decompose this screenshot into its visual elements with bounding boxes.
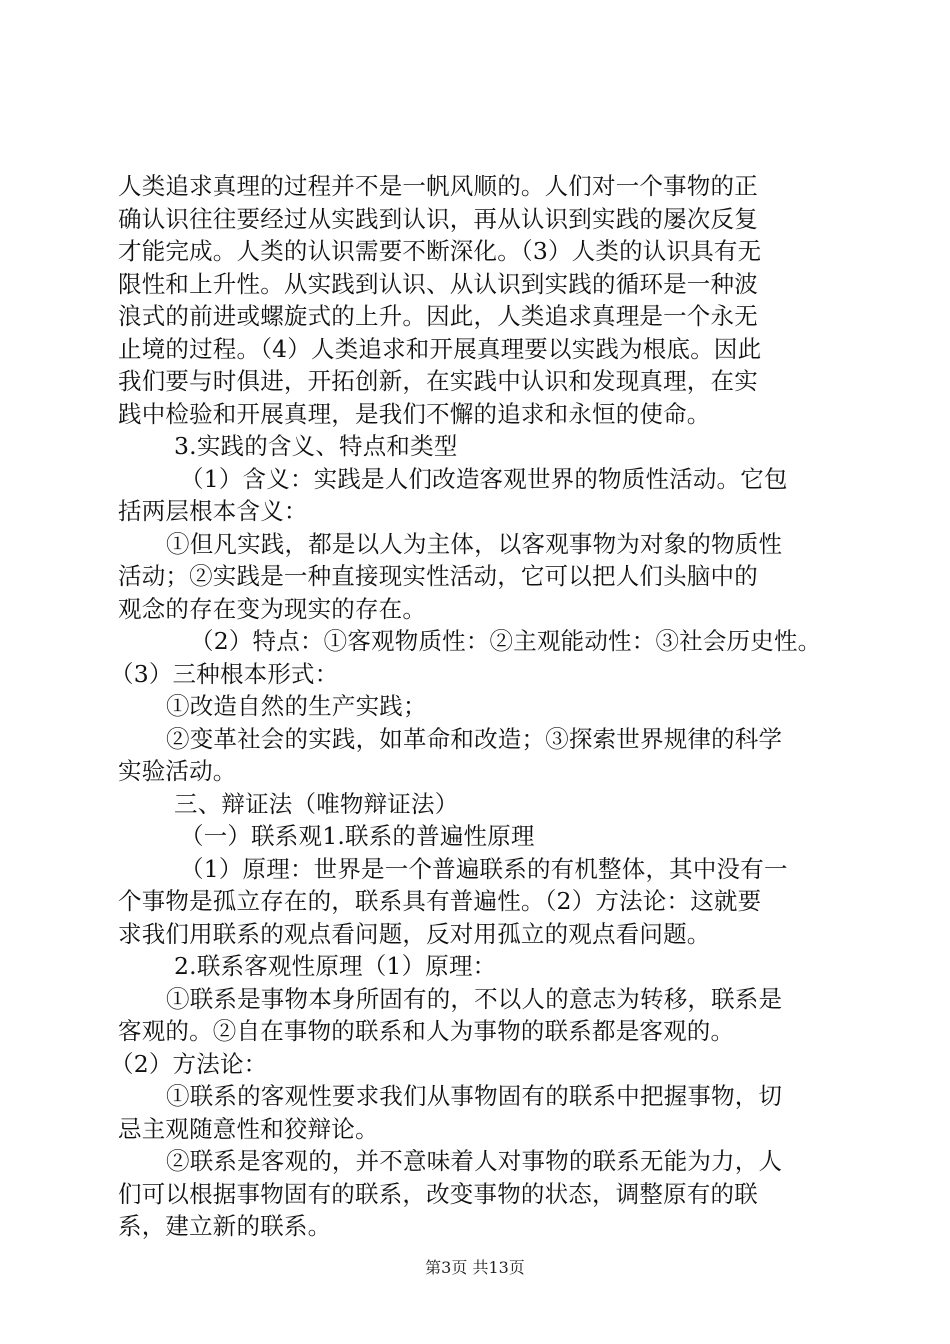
text-line: 止境的过程。（4）人类追求和开展真理要以实践为根底。因此 [118,334,762,363]
text-line: ①联系是事物本身所固有的，不以人的意志为转移，联系是 [166,984,783,1013]
text-line: 求我们用联系的观点看问题，反对用孤立的观点看问题。 [118,919,711,948]
text-line: 观念的存在变为现实的存在。 [118,594,427,623]
text-line: 系，建立新的联系。 [118,1212,332,1240]
text-line: （1）含义：实践是人们改造客观世界的物质性活动。它包 [180,464,788,493]
text-line: 括两层根本含义： [118,497,308,525]
text-line: （2）特点：①客观物质性：②主观能动性：③社会历史性。 [190,627,822,655]
text-line: 活动；②实践是一种直接现实性活动，它可以把人们头脑中的 [118,562,758,590]
text-line: （1）原理：世界是一个普遍联系的有机整体，其中没有一 [180,854,788,883]
text-line: （2）方法论： [110,1049,268,1078]
text-line: 们可以根据事物固有的联系，改变事物的状态，调整原有的联 [118,1179,758,1208]
text-line: ②联系是客观的，并不意味着人对事物的联系无能为力，人 [166,1147,783,1175]
page-number-footer: 第3页 共13页 [425,1258,525,1277]
text-line: ①联系的客观性要求我们从事物固有的联系中把握事物，切 [166,1082,783,1110]
text-line: ①改造自然的生产实践； [166,692,427,720]
text-line: 浪式的前进或螺旋式的上升。因此，人类追求真理是一个永无 [118,302,758,330]
text-line: 实验活动。 [118,757,237,785]
section-heading: 3.实践的含义、特点和类型 [174,432,458,460]
text-line: 践中检验和开展真理，是我们不懈的追求和永恒的使命。 [118,399,711,428]
text-line: ①但凡实践，都是以人为主体，以客观事物为对象的物质性 [166,529,783,558]
text-line: 我们要与时俱进，开拓创新，在实践中认识和发现真理，在实 [118,367,758,395]
text-line: 人类追求真理的过程并不是一帆风顺的。人们对一个事物的正 [118,172,758,200]
subsection-heading: （一）联系观1.联系的普遍性原理 [180,822,535,850]
text-line: 个事物是孤立存在的，联系具有普遍性。（2）方法论：这就要 [118,887,762,915]
section-heading: 三、辩证法（唯物辩证法） [174,789,459,818]
text-line: 才能完成。人类的认识需要不断深化。（3）人类的认识具有无 [118,237,762,265]
text-line: 限性和上升性。从实践到认识、从认识到实践的循环是一种波 [118,269,758,298]
section-heading: 2.联系客观性原理（1）原理： [174,952,497,980]
text-line: 确认识往往要经过从实践到认识，再从认识到实践的屡次反复 [118,204,758,233]
text-line: （3）三种根本形式： [110,659,339,688]
text-line: ②变革社会的实践，如革命和改造；③探索世界规律的科学 [166,724,783,753]
document-body [110,170,848,1243]
text-line: 客观的。②自在事物的联系和人为事物的联系都是客观的。 [118,1017,735,1045]
text-line: 忌主观随意性和狡辩论。 [118,1114,379,1143]
